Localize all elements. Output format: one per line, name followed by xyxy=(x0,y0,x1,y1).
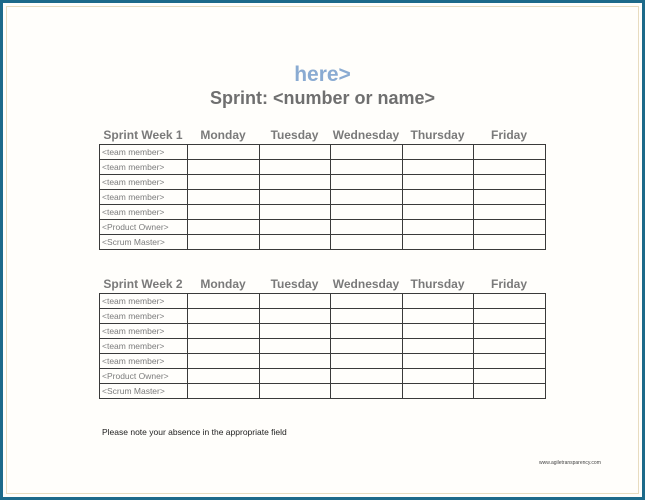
day-cell[interactable] xyxy=(474,160,546,175)
table-row xyxy=(100,384,546,399)
day-cell[interactable] xyxy=(474,294,546,309)
day-cell[interactable] xyxy=(188,145,260,160)
col-thursday: Thursday xyxy=(410,277,465,291)
member-cell[interactable]: <Scrum Master> xyxy=(100,384,188,399)
day-cell[interactable] xyxy=(403,145,474,160)
day-cell[interactable] xyxy=(331,324,403,339)
day-cell[interactable] xyxy=(260,160,331,175)
member-cell[interactable]: <team member> xyxy=(100,160,188,175)
day-cell[interactable] xyxy=(188,339,260,354)
day-cell[interactable] xyxy=(403,354,474,369)
week-1-table xyxy=(99,144,546,250)
member-cell[interactable]: <team member> xyxy=(100,145,188,160)
day-cell[interactable] xyxy=(260,354,331,369)
day-cell[interactable] xyxy=(331,354,403,369)
member-cell[interactable]: <Scrum Master> xyxy=(100,235,188,250)
page-title: Sprint: <number or name> xyxy=(209,88,436,108)
day-cell[interactable] xyxy=(474,309,546,324)
day-cell[interactable] xyxy=(188,354,260,369)
footer-url: www.agiletransparency.com xyxy=(539,460,601,466)
week-header-row xyxy=(99,128,545,142)
day-cell[interactable] xyxy=(188,309,260,324)
member-cell[interactable]: <team member> xyxy=(100,205,188,220)
day-cell[interactable] xyxy=(403,235,474,250)
day-cell[interactable] xyxy=(331,205,403,220)
table-row xyxy=(100,205,546,220)
day-cell[interactable] xyxy=(474,324,546,339)
table-row xyxy=(100,145,546,160)
table-row xyxy=(100,339,546,354)
day-cell[interactable] xyxy=(403,309,474,324)
day-cell[interactable] xyxy=(260,294,331,309)
table-row xyxy=(100,235,546,250)
day-cell[interactable] xyxy=(331,190,403,205)
col-tuesday: Tuesday xyxy=(270,277,319,291)
day-cell[interactable] xyxy=(260,175,331,190)
col-monday: Monday xyxy=(200,128,246,142)
day-cell[interactable] xyxy=(403,384,474,399)
day-cell[interactable] xyxy=(188,384,260,399)
day-cell[interactable] xyxy=(331,294,403,309)
table-row xyxy=(100,324,546,339)
day-cell[interactable] xyxy=(260,235,331,250)
day-cell[interactable] xyxy=(331,175,403,190)
day-cell[interactable] xyxy=(331,235,403,250)
day-cell[interactable] xyxy=(331,384,403,399)
day-cell[interactable] xyxy=(188,220,260,235)
day-cell[interactable] xyxy=(403,369,474,384)
day-cell[interactable] xyxy=(331,145,403,160)
day-cell[interactable] xyxy=(188,205,260,220)
sprint-week-1-section xyxy=(99,128,545,250)
day-cell[interactable] xyxy=(474,384,546,399)
day-cell[interactable] xyxy=(260,190,331,205)
table-row xyxy=(100,220,546,235)
day-cell[interactable] xyxy=(474,190,546,205)
day-cell[interactable] xyxy=(331,369,403,384)
day-cell[interactable] xyxy=(260,324,331,339)
week-header-row xyxy=(99,277,545,291)
day-cell[interactable] xyxy=(403,220,474,235)
day-cell[interactable] xyxy=(188,190,260,205)
sprint-week-2-section xyxy=(99,277,545,399)
day-cell[interactable] xyxy=(260,369,331,384)
day-cell[interactable] xyxy=(403,339,474,354)
col-friday: Friday xyxy=(490,128,527,142)
col-wednesday: Wednesday xyxy=(332,128,400,142)
table-row xyxy=(100,354,546,369)
member-cell[interactable]: <Product Owner> xyxy=(100,369,188,384)
day-cell[interactable] xyxy=(331,160,403,175)
member-cell[interactable]: <team member> xyxy=(100,309,188,324)
day-cell[interactable] xyxy=(403,294,474,309)
day-cell[interactable] xyxy=(331,220,403,235)
absence-note: Please note your absence in the appropriate field xyxy=(102,427,287,437)
day-cell[interactable] xyxy=(474,369,546,384)
week-2-table xyxy=(99,293,546,399)
col-tuesday: Tuesday xyxy=(270,128,319,142)
table-row xyxy=(100,160,546,175)
day-cell[interactable] xyxy=(260,339,331,354)
day-cell[interactable] xyxy=(474,205,546,220)
col-friday: Friday xyxy=(490,277,527,291)
member-cell[interactable]: <team member> xyxy=(100,324,188,339)
day-cell[interactable] xyxy=(403,190,474,205)
day-cell[interactable] xyxy=(474,220,546,235)
day-cell[interactable] xyxy=(331,309,403,324)
day-cell[interactable] xyxy=(188,324,260,339)
table-row xyxy=(100,294,546,309)
member-cell[interactable]: <Product Owner> xyxy=(100,220,188,235)
member-cell[interactable]: <team member> xyxy=(100,190,188,205)
day-cell[interactable] xyxy=(188,160,260,175)
table-row xyxy=(100,309,546,324)
day-cell[interactable] xyxy=(403,175,474,190)
table-row xyxy=(100,369,546,384)
day-cell[interactable] xyxy=(474,339,546,354)
member-cell[interactable]: <team member> xyxy=(100,294,188,309)
day-cell[interactable] xyxy=(474,235,546,250)
col-monday: Monday xyxy=(200,277,246,291)
col-wednesday: Wednesday xyxy=(332,277,400,291)
day-cell[interactable] xyxy=(403,160,474,175)
day-cell[interactable] xyxy=(188,235,260,250)
title-fragment: here> xyxy=(294,63,351,86)
week-label: Sprint Week 2 xyxy=(103,277,183,291)
day-cell[interactable] xyxy=(188,369,260,384)
member-cell[interactable]: <team member> xyxy=(100,354,188,369)
member-cell[interactable]: <team member> xyxy=(100,175,188,190)
week-label: Sprint Week 1 xyxy=(103,128,183,142)
day-cell[interactable] xyxy=(260,145,331,160)
day-cell[interactable] xyxy=(188,175,260,190)
day-cell[interactable] xyxy=(260,205,331,220)
day-cell[interactable] xyxy=(474,354,546,369)
member-cell[interactable]: <team member> xyxy=(100,339,188,354)
day-cell[interactable] xyxy=(474,175,546,190)
table-row xyxy=(100,175,546,190)
col-thursday: Thursday xyxy=(410,128,465,142)
day-cell[interactable] xyxy=(331,339,403,354)
day-cell[interactable] xyxy=(260,384,331,399)
day-cell[interactable] xyxy=(403,324,474,339)
day-cell[interactable] xyxy=(474,145,546,160)
day-cell[interactable] xyxy=(260,309,331,324)
day-cell[interactable] xyxy=(188,294,260,309)
table-row xyxy=(100,190,546,205)
day-cell[interactable] xyxy=(260,220,331,235)
day-cell[interactable] xyxy=(403,205,474,220)
